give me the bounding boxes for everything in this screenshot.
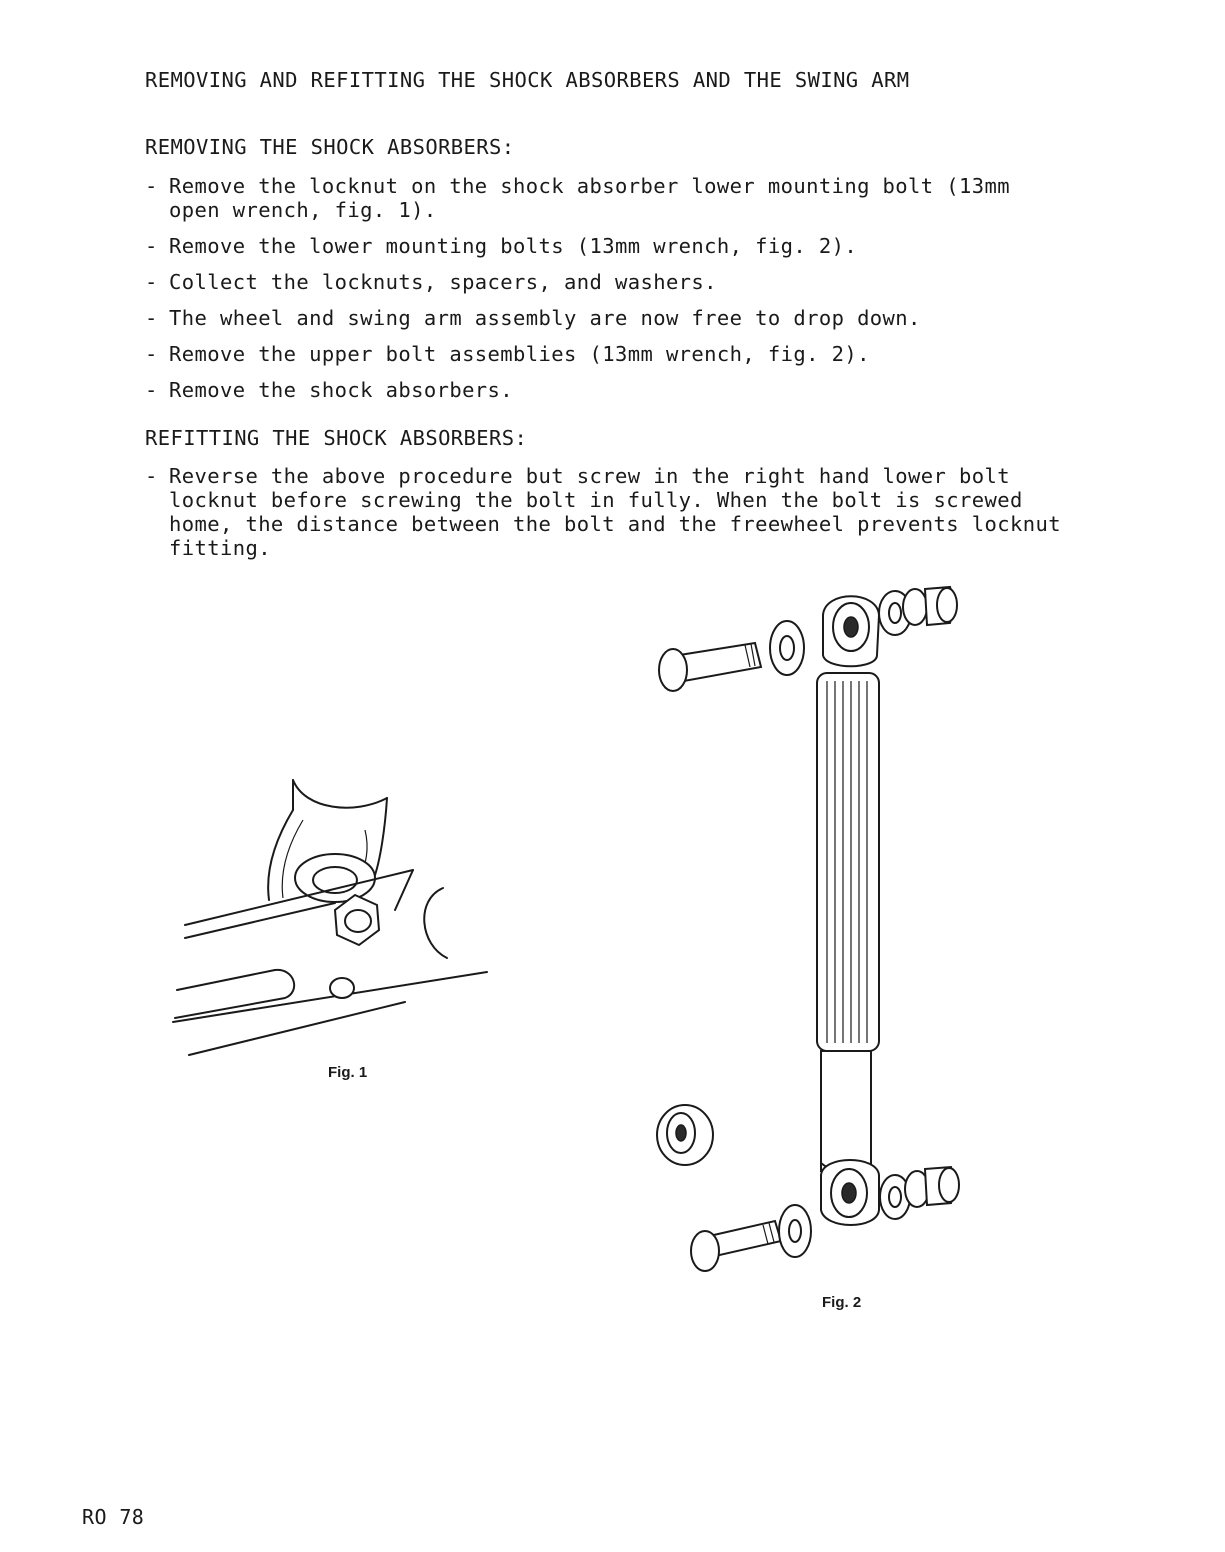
list-item: - Remove the lower mounting bolts (13mm wrench, fig. 2).	[145, 234, 858, 258]
removing-steps-list	[145, 174, 1095, 402]
list-item: - Remove the locknut on the shock absorber lower mounting bolt (13mm open wrench, fig. 1).	[145, 174, 1010, 222]
list-item: - Remove the upper bolt assemblies (13mm wrench, fig. 2).	[145, 342, 870, 366]
list-item: - Reverse the above procedure but screw in the right hand lower bolt locknut before screwing the bolt in fully. When the bolt is screwed home, the distance between the bolt and the freewheel prevents locknut fitting.	[145, 464, 1061, 560]
list-item: - Collect the locknuts, spacers, and washers.	[145, 270, 717, 294]
list-item: - Remove the shock absorbers.	[145, 378, 514, 402]
page-title: REMOVING AND REFITTING THE SHOCK ABSORBERS AND THE SWING ARM	[145, 68, 910, 92]
refitting-heading: REFITTING THE SHOCK ABSORBERS:	[145, 426, 528, 450]
page-number: RO 78	[82, 1505, 145, 1529]
list-item: - The wheel and swing arm assembly are now free to drop down.	[145, 306, 921, 330]
refitting-steps-list	[145, 464, 1095, 560]
fig1-caption: Fig. 1	[328, 1064, 368, 1081]
removing-heading: REMOVING THE SHOCK ABSORBERS:	[145, 135, 515, 159]
fig2-illustration	[655, 585, 975, 1285]
fig1-illustration	[165, 770, 505, 1070]
fig2-caption: Fig. 2	[822, 1294, 862, 1311]
